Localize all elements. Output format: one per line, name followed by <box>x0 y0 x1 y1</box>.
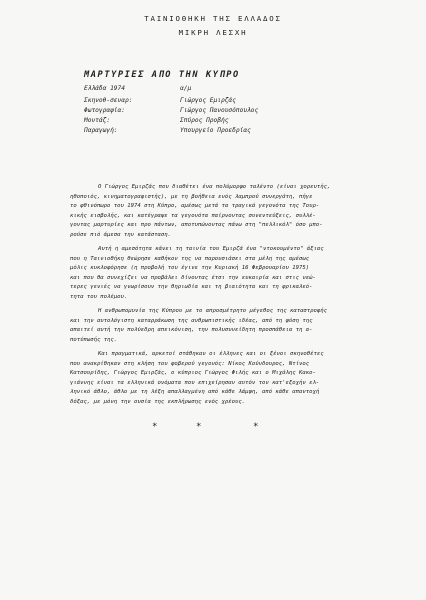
text-line: τητα του πολέμου. <box>70 293 128 300</box>
text-line: και που θα συνεχίζει να προβάλει δίνοντας έτσι την ευκαιρία και στις νεώ- <box>70 274 316 281</box>
text-line: γοντας μαρτυρίες και προ πάντων, αποτυπώνοντας πάνω στη "πελλικόλ" όσο μπο- <box>70 222 323 229</box>
text-line: απαιτεί αυτή την πολύεδρη απεικόνιση, την πολυσυνείδητη προσπάθεια τη α- <box>70 327 313 334</box>
text-line: Η ανθρωπομυνία της Κύπρου με το απροσμέτρητο μέγεθος της καταστροφής <box>98 308 328 314</box>
country-year: Ελλάδα 1974 <box>84 85 125 92</box>
text-line: και την αυτολόγιστη καταρράκωση της ανθρωπιστικής ιδέας, από τη φύση της <box>70 317 313 324</box>
text-line: Αυτή η αμεσότητα κάνει τη ταινία του Εμιρζά ένα "ντοκουμέντο" άξιας <box>98 246 324 252</box>
text-line: τερες γενιές να γνωρίσουν την θηριωδία και τη βιαιότητα και τη φρικαλεό- <box>70 284 313 291</box>
credit-value: Γιώργος Πανουσόπουλος <box>180 107 259 114</box>
separator-star: * <box>253 422 259 432</box>
text-line: ληνικό άθλο, άθλο με τη λέξη απαλλαγμένη από κάθε λάμψη, από κάθε απαντοχή <box>70 389 320 396</box>
credit-row <box>84 117 228 124</box>
paragraph-3 <box>70 307 380 345</box>
separator-star: * <box>152 422 158 432</box>
credit-value: Σπύρος Προβής <box>180 117 229 124</box>
film-meta <box>84 85 191 92</box>
text-line: κικής εισβολής, και κατέγραψε τα γεγονότα παίρνοντας συνεντεύξεις, συλλέ- <box>70 212 316 219</box>
text-line: μόλις κυκλοφόρησε (η προβολή του έγινε την Κυριακή 16 Φεβρουαρίου 1975) <box>70 265 310 272</box>
text-line: Και πραγματικά, αρκετοί στάθηκαν οι έλληνες και οι ξένοι σκηνοθέτες <box>98 351 324 357</box>
text-line: το φθινόπωρο του 1974 στη Κύπρο, αμέσως μετά τα τραγικά γεγονότα της Τουρ- <box>70 203 320 210</box>
credit-label: Φωτογραφία: <box>84 107 125 114</box>
paragraph-2 <box>70 245 380 303</box>
text-line: ηθοποιός, κινηματογραφιστής), με τη βοήθεια ενός λαμπρού συνεργάτη, πήγε <box>70 193 313 200</box>
credit-label: Μοντάζ: <box>84 117 111 124</box>
text-line: ρούσε πιό άμεσα την κατάσταση. <box>70 231 172 238</box>
paragraph-4 <box>70 350 380 408</box>
text-line: που ανακρίθηκαν στη κλήση του φοβερού γεγονός: Νίκος Κούνδουρος, Ντίνος <box>70 360 310 367</box>
text-line: που η Ταινιοθήκη θεώρησε καθήκον της να παρουσιάσει στα μέλη της αμέσως <box>70 255 310 262</box>
text-line: δόξας, με μόνη την ουσία της εκπλήρωσης ενός χρέους. <box>70 398 246 405</box>
text-line: Ο Γιώργος Εμιρζάς που διαθέτει ένα πολύμορφο ταλέντο (είναι χορευτής, <box>98 184 331 190</box>
film-title: ΜΑΡΤΥΡΙΕΣ ΑΠΟ ΤΗΝ ΚΥΠΡΟ <box>84 70 240 80</box>
organization-header: ΤΑΙΝΙΟΘΗΚΗ ΤΗΣ ΕΛΛΑΔΟΣ <box>144 14 282 23</box>
credit-row <box>84 97 236 104</box>
separator-star: * <box>196 422 202 432</box>
text-line: γιάννης είναι τα ελληνικά ονόματα που επιχείρησαν αυτόν τον κατ'εξοχήν ελ- <box>70 379 320 386</box>
credit-value: Υπουργείο Προεδρίας <box>180 127 251 134</box>
credit-label: Σκηνοθ-σεναρ: <box>84 97 133 104</box>
text-line: Κατσουρίδης, Γιώργος Εμιρζάς, ο κύπριος Γιώργος Φιλής και ο Μιχάλης Κακο- <box>70 370 316 377</box>
paragraph-1 <box>70 183 380 241</box>
club-header: ΜΙΚΡΗ ΛΕΣΧΗ <box>178 28 248 37</box>
credit-label: Παραγωγή: <box>84 127 118 134</box>
credit-row <box>84 107 258 114</box>
credit-value: Γιώργος Εμιρζάς <box>180 97 236 104</box>
text-line: ποτύπωσής της. <box>70 336 118 343</box>
credit-row <box>84 127 251 134</box>
film-format: α/μ <box>180 85 192 92</box>
